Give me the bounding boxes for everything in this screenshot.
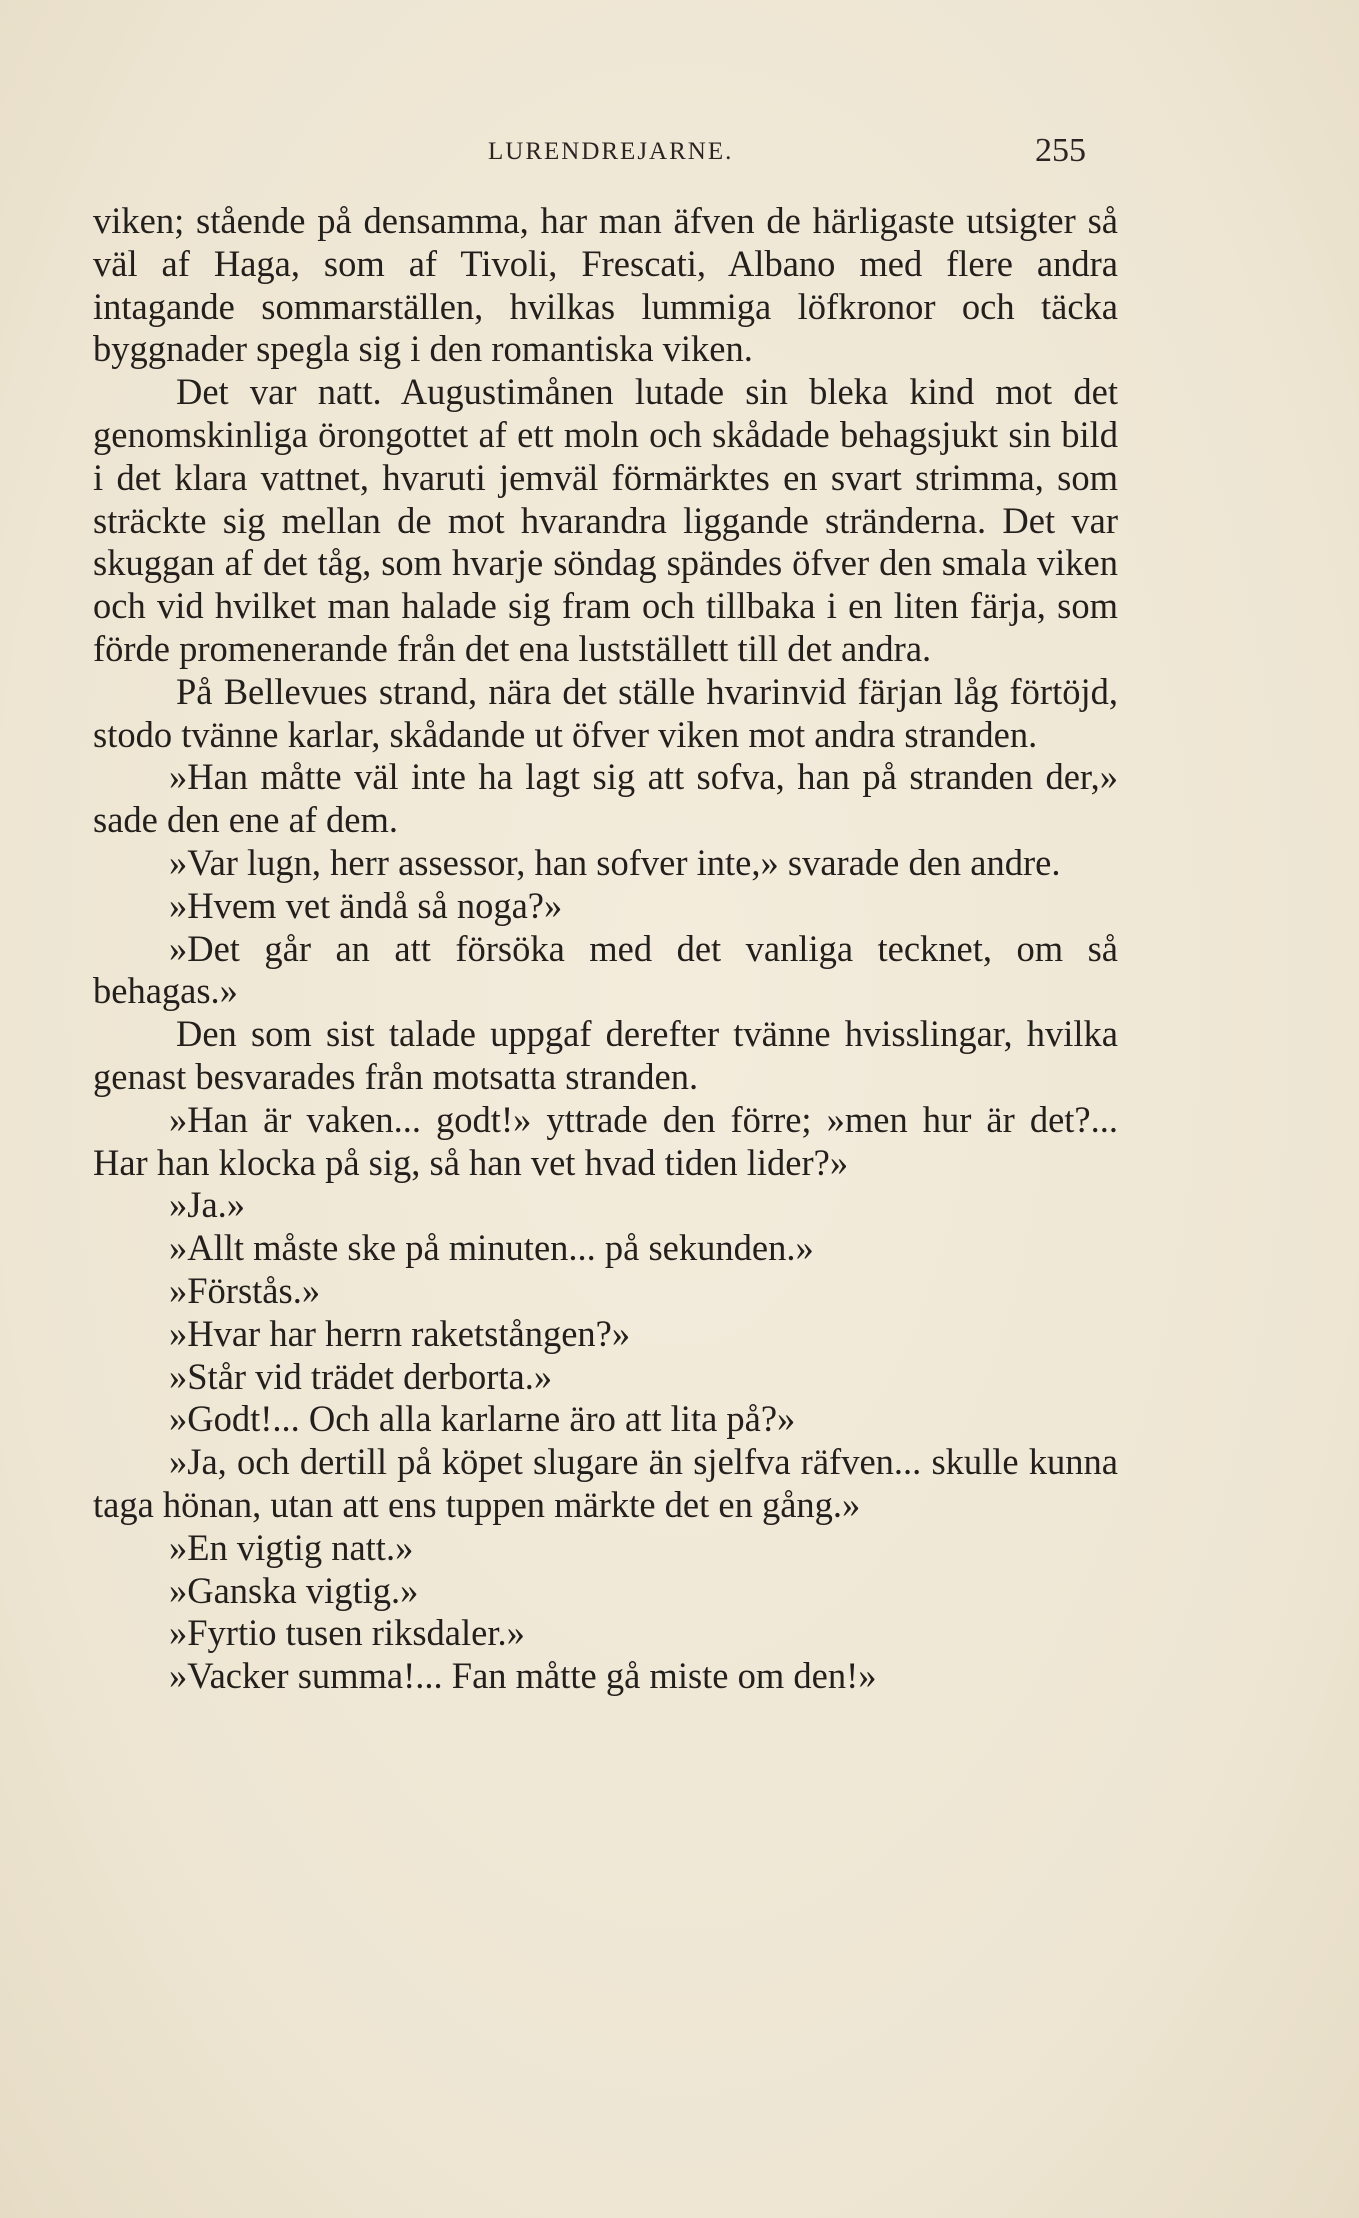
dialogue-line: »Det går an att försöka med det vanliga tecknet, om så behagas.» [93,927,1118,1012]
page-header [93,132,1086,176]
dialogue-line: »Ja, och dertill på köpet slugare än sjelfva räfven... skulle kunna taga hönan, utan att ens tuppen märkte det en gång.» [93,1441,1118,1525]
body-text [93,200,1118,1698]
dialogue-line: »Står vid trädet derborta.» [169,1355,553,1397]
dialogue-line: »Förstås.» [169,1269,321,1311]
dialogue-line: »Var lugn, herr assessor, han sofver inte,» svarade den andre. [169,841,1061,883]
dialogue-line: »Godt!... Och alla karlarne äro att lita på?» [169,1398,796,1440]
paragraph: Den som sist talade uppgaf derefter tvänne hvisslingar, hvilka genast besvarades från motsatta stranden. [93,1013,1118,1097]
paragraph: På Bellevues strand, nära det ställe hvarinvid färjan låg förtöjd, stodo tvänne karlar, skådande ut öfver viken mot andra stranden. [93,670,1118,755]
paragraph: Det var natt. Augustimånen lutade sin bleka kind mot det genomskinliga örongottet af ett moln och skådade behagsjukt sin bild i det klara vattnet, hvaruti jemväl förmärktes en svart strimma, som sträckte sig mellan de mot hvarandra liggande stränderna. Det var skuggan af det tåg, som hvarje söndag spändes öfver den smala viken och vid hvilket man halade sig fram och tillbaka i en liten färja, som förde promenerande från det ena lustställett till det andra. [93,371,1118,669]
dialogue-line: »En vigtig natt.» [169,1526,414,1568]
dialogue-line: »Han måtte väl inte ha lagt sig att sofva, han på stranden der,» sade den ene af dem. [93,756,1118,841]
dialogue-line: »Ganska vigtig.» [169,1569,419,1611]
dialogue-line: »Fyrtio tusen riksdaler.» [169,1612,525,1654]
dialogue-line: »Ja.» [169,1184,246,1226]
running-title: LURENDREJARNE. [488,138,734,165]
page-number: 255 [1035,132,1086,169]
dialogue-line: »Han är vaken... godt!» yttrade den förre; »men hur är det?... Har han klocka på sig, så han vet hvad tiden lider?» [93,1098,1118,1183]
dialogue-line: »Hvar har herrn raketstången?» [169,1312,631,1354]
dialogue-line: »Allt måste ske på minuten... på sekunden.» [169,1227,814,1269]
paragraph: viken; stående på densamma, har man äfven de härligaste utsigter så väl af Haga, som af Tivoli, Frescati, Albano med flere andra intagande sommarställen, hvilkas lummiga löfkronor och täcka byggnader spegla sig i den romantiska viken. [93,200,1118,370]
dialogue-line: »Hvem vet ändå så noga?» [169,884,563,926]
dialogue-line: »Vacker summa!... Fan måtte gå miste om den!» [169,1655,877,1697]
